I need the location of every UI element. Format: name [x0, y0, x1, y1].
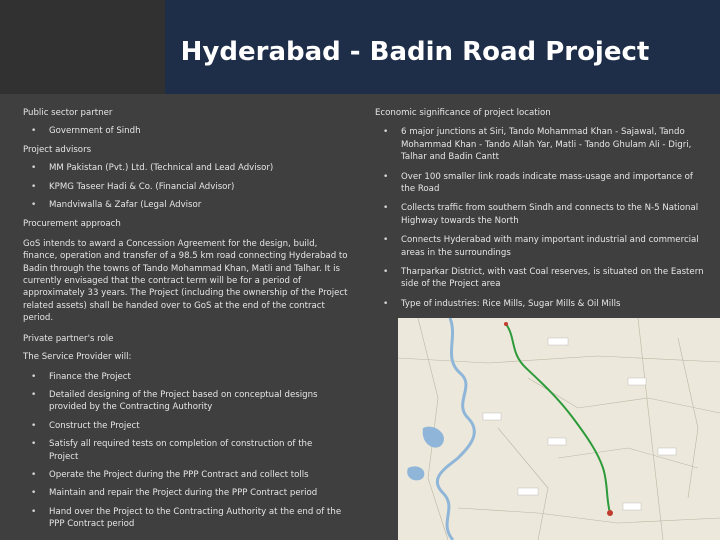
economic-significance-heading: Economic significance of project location	[375, 108, 551, 118]
list-item: • Mandviwalla & Zafar (Legal Advisor	[31, 200, 202, 211]
advisors-heading: Project advisors	[23, 144, 92, 155]
list-item: • KPMG Taseer Hadi & Co. (Financial Advisor)	[31, 181, 235, 192]
bullet-dot-icon: •	[31, 469, 37, 480]
procurement-heading: Procurement approach	[23, 219, 121, 230]
map-land	[398, 318, 720, 540]
list-item: • Connects Hyderabad with many important industrial and commercial areas in the surroundings	[383, 235, 699, 258]
bullet-dot-icon: •	[31, 163, 37, 174]
map-pin-icon	[504, 322, 508, 326]
list-item: • Hand over the Project to the Contracting Authority at the end of the PPP Contract period	[31, 506, 342, 530]
list-item: • Construct the Project	[31, 420, 140, 431]
map-graphic	[398, 318, 720, 540]
list-item: • MM Pakistan (Pvt.) Ltd. (Technical and Lead Advisor)	[31, 163, 274, 174]
list-item: • Satisfy all required tests on completion of construction of the Project	[31, 439, 313, 462]
economic-significance-list	[375, 126, 705, 310]
public-sector-list	[23, 125, 353, 137]
bullet-dot-icon: •	[31, 126, 37, 137]
map-pin-icon	[607, 510, 613, 516]
advisors-list	[23, 162, 353, 211]
bullet-dot-icon: •	[31, 488, 37, 499]
header-accent-block	[0, 0, 165, 94]
procurement-text: GoS intends to award a Concession Agreement for the design, build, finance, operation and transfer of a 98.5 km road connecting Hyderabad to Badin through the towns of Tando Mohammad Khan, Matli and Talhar. It is currently envisaged that the contract term will be for a period of approximately 33 years. The Project (including the ownership of the Project related assets) shall be handed over to GoS at the end of the contract period.	[23, 238, 348, 324]
service-provider-heading: The Service Provider will:	[23, 352, 132, 363]
slide-title: Hyderabad - Badin Road Project	[180, 37, 650, 67]
bullet-dot-icon: •	[383, 267, 389, 278]
list-item: • Type of industries: Rice Mills, Sugar Mills & Oil Mills	[383, 298, 621, 309]
bullet-dot-icon: •	[31, 181, 37, 192]
bullet-dot-icon: •	[31, 389, 37, 400]
left-column	[23, 107, 353, 531]
list-item: • Maintain and repair the Project during the PPP Contract period	[31, 488, 318, 499]
list-item: • 6 major junctions at Siri, Tando Mohammad Khan - Sajawal, Tando Mohammad Khan - Tando Allah Yar, Matli - Tando Ghulam Ali - Digri, Talhar and Badin Cantt	[383, 127, 692, 163]
list-item: • Government of Sindh	[31, 126, 141, 137]
bullet-dot-icon: •	[383, 127, 389, 138]
list-item: • Finance the Project	[31, 371, 131, 382]
bullet-dot-icon: •	[31, 200, 37, 211]
bullet-dot-icon: •	[31, 506, 37, 517]
bullet-dot-icon: •	[31, 371, 37, 382]
list-item: • Detailed designing of the Project based on conceptual designs provided by the Contracting Authority	[31, 389, 318, 413]
bullet-dot-icon: •	[383, 203, 389, 214]
right-column	[375, 107, 705, 310]
public-sector-heading: Public sector partner	[23, 108, 113, 118]
bullet-dot-icon: •	[383, 298, 389, 309]
private-partner-heading: Private partner's role	[23, 333, 114, 344]
bullet-dot-icon: •	[383, 171, 389, 182]
list-item: • Over 100 smaller link roads indicate mass-usage and importance of the Road	[383, 171, 693, 195]
bullet-dot-icon: •	[31, 439, 37, 450]
list-item: • Operate the Project during the PPP Contract and collect tolls	[31, 469, 309, 480]
bullet-dot-icon: •	[31, 420, 37, 431]
service-provider-list	[23, 371, 343, 531]
list-item: • Tharparkar District, with vast Coal reserves, is situated on the Eastern side of the Project area	[383, 267, 704, 290]
project-location-map	[398, 318, 720, 540]
bullet-dot-icon: •	[383, 235, 389, 246]
list-item: • Collects traffic from southern Sindh and connects to the N-5 National Highway towards the North	[383, 203, 699, 226]
